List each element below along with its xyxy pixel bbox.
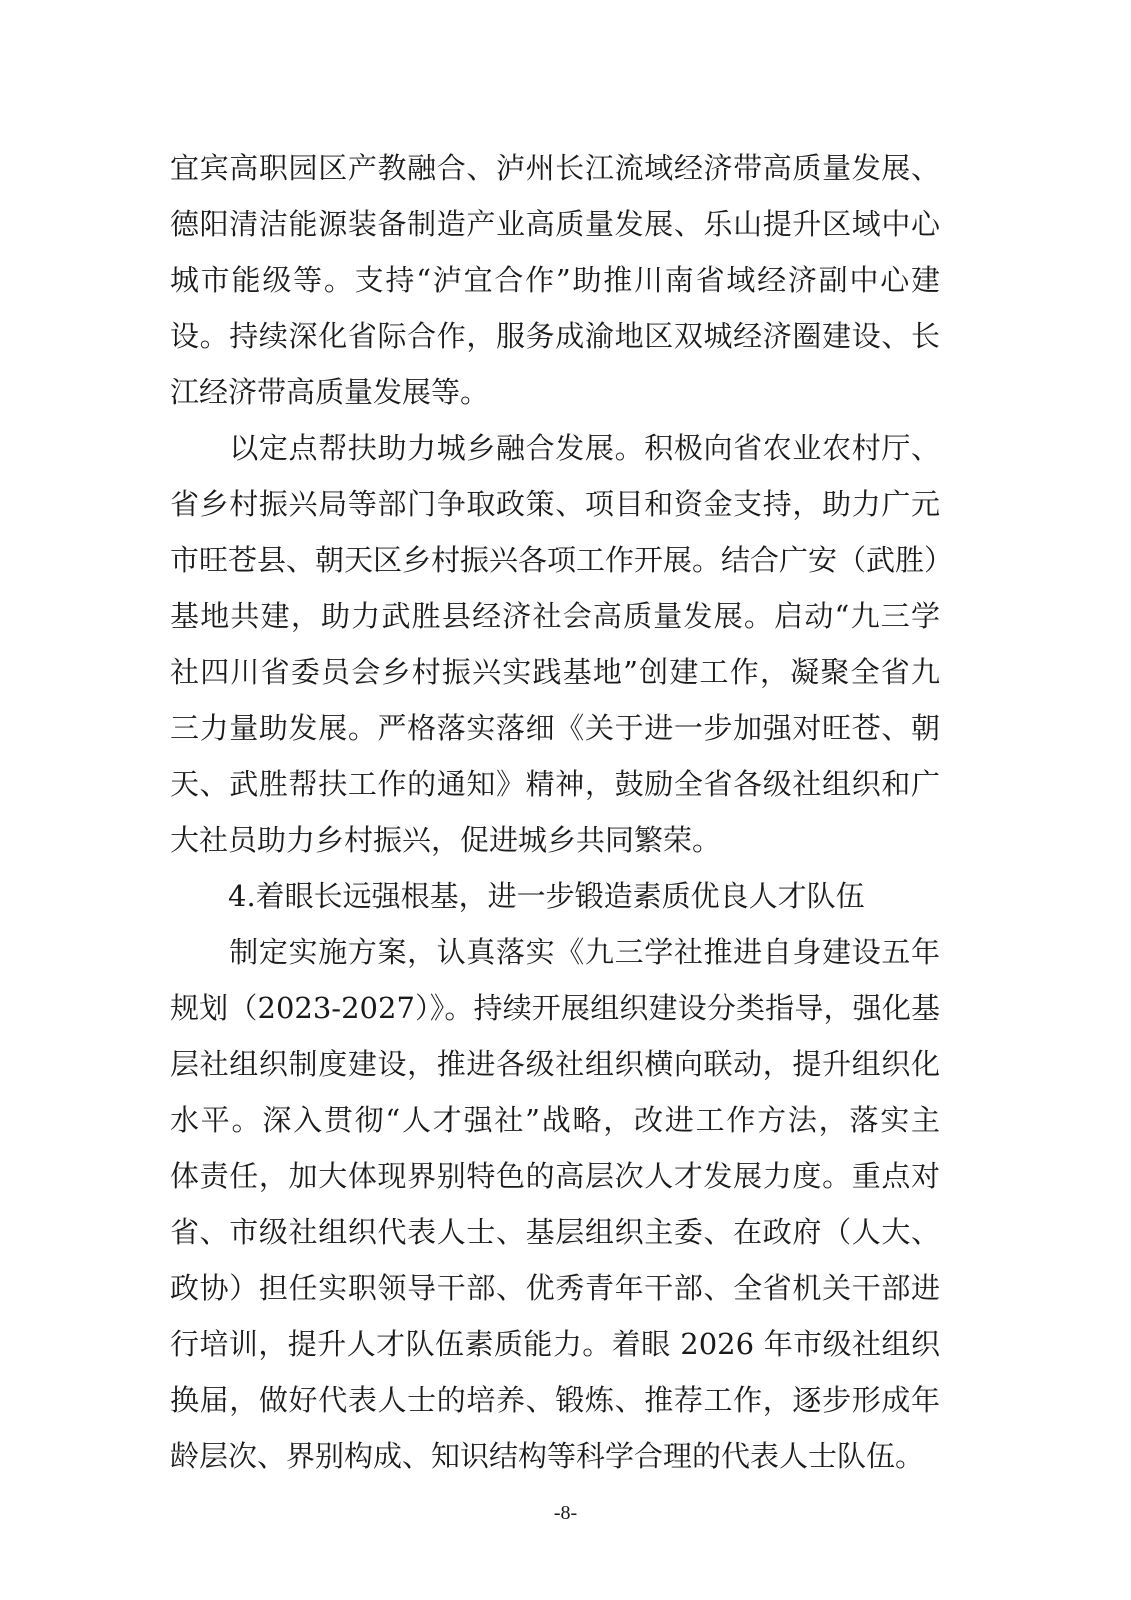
text-line: 三力量助发展。严格落实落细《关于进一步加强对旺苍、朝	[170, 711, 940, 745]
text-line: 水平。深入贯彻“人才强社”战略，改进工作方法，落实主	[170, 1103, 940, 1137]
text-line: 体责任，加大体现界别特色的高层次人才发展力度。重点对	[170, 1159, 940, 1193]
text-line: 宜宾高职园区产教融合、泸州长江流域经济带高质量发展、	[170, 151, 940, 185]
text-line: 德阳清洁能源装备制造产业高质量发展、乐山提升区域中心	[170, 207, 940, 241]
paragraph-heading-line: 以定点帮扶助力城乡融合发展。积极向省农业农村厅、	[170, 431, 940, 465]
text-line: 行培训，提升人才队伍素质能力。着眼 2026 年市级社组织	[170, 1327, 940, 1361]
text-line: 制定实施方案，认真落实《九三学社推进自身建设五年	[170, 935, 940, 969]
text-line: 龄层次、界别构成、知识结构等科学合理的代表人士队伍。	[170, 1439, 925, 1473]
text-line: 江经济带高质量发展等。	[170, 375, 490, 409]
text-line: 政协）担任实职领导干部、优秀青年干部、全省机关干部进	[170, 1271, 940, 1305]
page-number: -8-	[553, 1502, 578, 1524]
text-line: 层社组织制度建设，推进各级社组织横向联动，提升组织化	[170, 1047, 940, 1081]
text-line: 大社员助力乡村振兴，促进城乡共同繁荣。	[170, 823, 722, 857]
text-line: 换届，做好代表人士的培养、锻炼、推荐工作，逐步形成年	[170, 1383, 940, 1417]
text-line: 天、武胜帮扶工作的通知》精神，鼓励全省各级社组织和广	[170, 767, 940, 801]
text-line: 规划（2023-2027）》。持续开展组织建设分类指导，强化基	[170, 991, 940, 1025]
text-line: 省、市级社组织代表人士、基层组织主委、在政府（人大、	[170, 1215, 940, 1249]
text-line: 设。持续深化省际合作，服务成渝地区双城经济圈建设、长	[170, 319, 940, 353]
text-line: 市旺苍县、朝天区乡村振兴各项工作开展。结合广安（武胜）	[170, 543, 954, 577]
text-line: 社四川省委员会乡村振兴实践基地”创建工作，凝聚全省九	[170, 655, 940, 689]
text-line: 基地共建，助力武胜县经济社会高质量发展。启动“九三学	[170, 599, 940, 633]
body-text	[170, 140, 954, 1484]
text-line: 城市能级等。支持“泸宜合作”助推川南省域经济副中心建	[170, 263, 940, 297]
section-heading: 4.着眼长远强根基，进一步锻造素质优良人才队伍	[170, 879, 865, 913]
text-line: 省乡村振兴局等部门争取政策、项目和资金支持，助力广元	[170, 487, 940, 521]
